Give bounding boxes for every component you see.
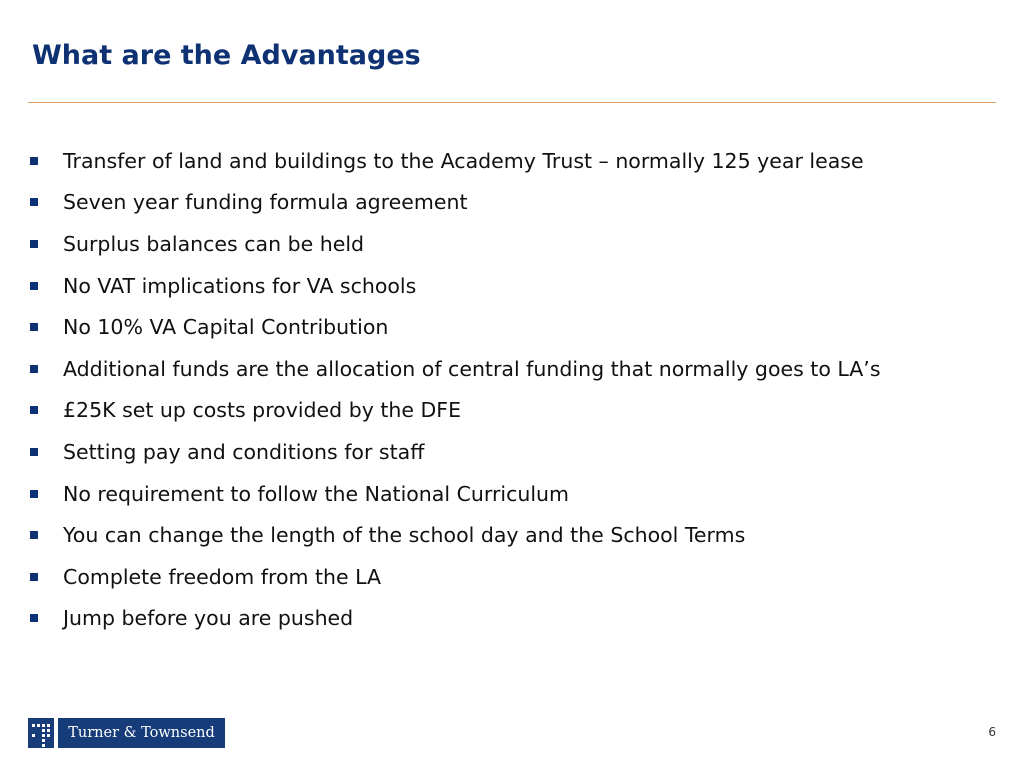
square-bullet-icon [30,490,38,498]
bullet-text: You can change the length of the school day and the School Terms [63,523,746,548]
square-bullet-icon [30,573,38,581]
bullet-text: Complete freedom from the LA [63,564,382,589]
bullet-item [28,514,881,556]
page-number: 6 [988,725,996,739]
bullet-item [28,140,881,182]
square-bullet-icon [30,323,38,331]
bullet-item [28,348,881,390]
bullet-item [28,431,881,473]
square-bullet-icon [30,240,38,248]
square-bullet-icon [30,406,38,414]
bullet-text: Setting pay and conditions for staff [63,439,425,464]
bullet-item [28,223,881,265]
square-bullet-icon [30,282,38,290]
bullet-text: Surplus balances can be held [63,231,365,256]
square-bullet-icon [30,198,38,206]
bullet-text: No 10% VA Capital Contribution [63,315,389,340]
bullet-item [28,306,881,348]
bullet-text: £25K set up costs provided by the DFE [63,398,462,423]
bullet-item [28,598,881,640]
bullet-item [28,265,881,307]
logo-wordmark [58,718,225,748]
title-divider [28,102,996,103]
company-logo [28,718,225,748]
dot-grid-logo-icon [28,718,54,748]
bullet-item [28,556,881,598]
bullet-item [28,473,881,515]
slide-title: What are the Advantages [32,40,421,71]
bullet-item [28,390,881,432]
bullet-text: Seven year funding formula agreement [63,190,468,215]
square-bullet-icon [30,448,38,456]
square-bullet-icon [30,365,38,373]
bullet-text: Transfer of land and buildings to the Academy Trust – normally 125 year lease [63,148,864,173]
bullet-text: Jump before you are pushed [63,606,354,631]
bullet-text: No VAT implications for VA schools [63,273,417,298]
logo-text: Turner & Townsend [68,725,215,741]
square-bullet-icon [30,531,38,539]
bullet-list [28,140,881,639]
bullet-item [28,182,881,224]
bullet-text: Additional funds are the allocation of central funding that normally goes to LA’s [63,356,881,381]
square-bullet-icon [30,614,38,622]
bullet-text: No requirement to follow the National Curriculum [63,481,569,506]
square-bullet-icon [30,157,38,165]
